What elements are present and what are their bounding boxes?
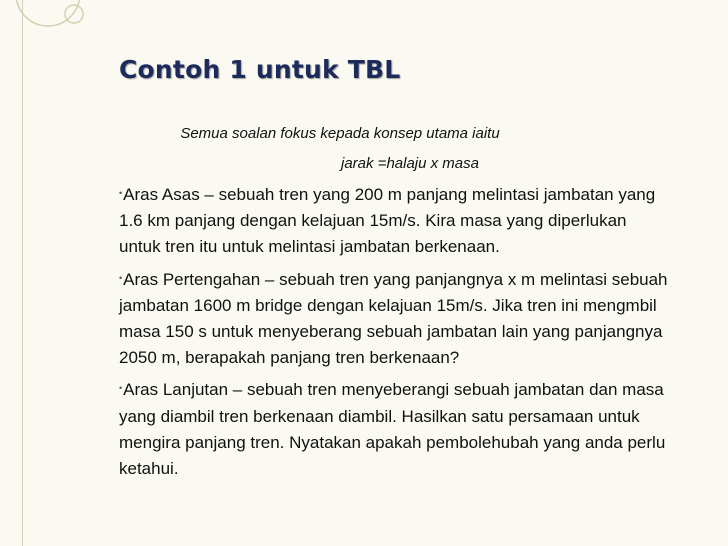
text-line: 1.6 km panjang dengan kelajuan 15m/s. Kira masa yang diperlukan [119, 211, 627, 231]
body-content [119, 180, 719, 486]
slide-title: Contoh 1 untuk TBL [119, 55, 401, 84]
text-line: ketahui. [119, 459, 179, 479]
decorative-circles [0, 0, 120, 120]
text-line: Aras Lanjutan – sebuah tren menyeberangi sebuah jambatan dan masa [123, 380, 664, 400]
text-line: 2050 m, berapakah panjang tren berkenaan? [119, 348, 460, 368]
bullet-icon: • [119, 188, 123, 198]
text-line: masa 150 s untuk menyeberang sebuah jambatan lain yang panjangnya [119, 322, 663, 342]
text-line: jambatan 1600 m bridge dengan kelajuan 15m/s. Jika tren ini mengmbil [119, 295, 657, 315]
text-line: untuk tren itu untuk melintasi jambatan berkenaan. [119, 237, 500, 257]
subtitle-line-1: Semua soalan fokus kepada konsep utama iaitu [180, 125, 500, 142]
subtitle-line-2: jarak =halaju x masa [341, 155, 479, 172]
left-divider-line [22, 0, 23, 546]
bullet-icon: • [119, 272, 123, 283]
text-line: mengira panjang tren. Nyatakan apakah pembolehubah yang anda perlu [119, 432, 666, 452]
text-line: yang diambil tren berkenaan diambil. Hasilkan satu persamaan untuk [119, 406, 640, 426]
text-line: Aras Asas – sebuah tren yang 200 m panjang melintasi jambatan yang [123, 185, 656, 204]
paragraph-aras-asas [119, 180, 719, 261]
paragraph-aras-lanjutan [119, 375, 719, 482]
bullet-icon: • [119, 383, 123, 394]
text-line: Aras Pertengahan – sebuah tren yang panjangnya x m melintasi sebuah [123, 269, 668, 289]
paragraph-aras-pertengahan [119, 265, 719, 372]
